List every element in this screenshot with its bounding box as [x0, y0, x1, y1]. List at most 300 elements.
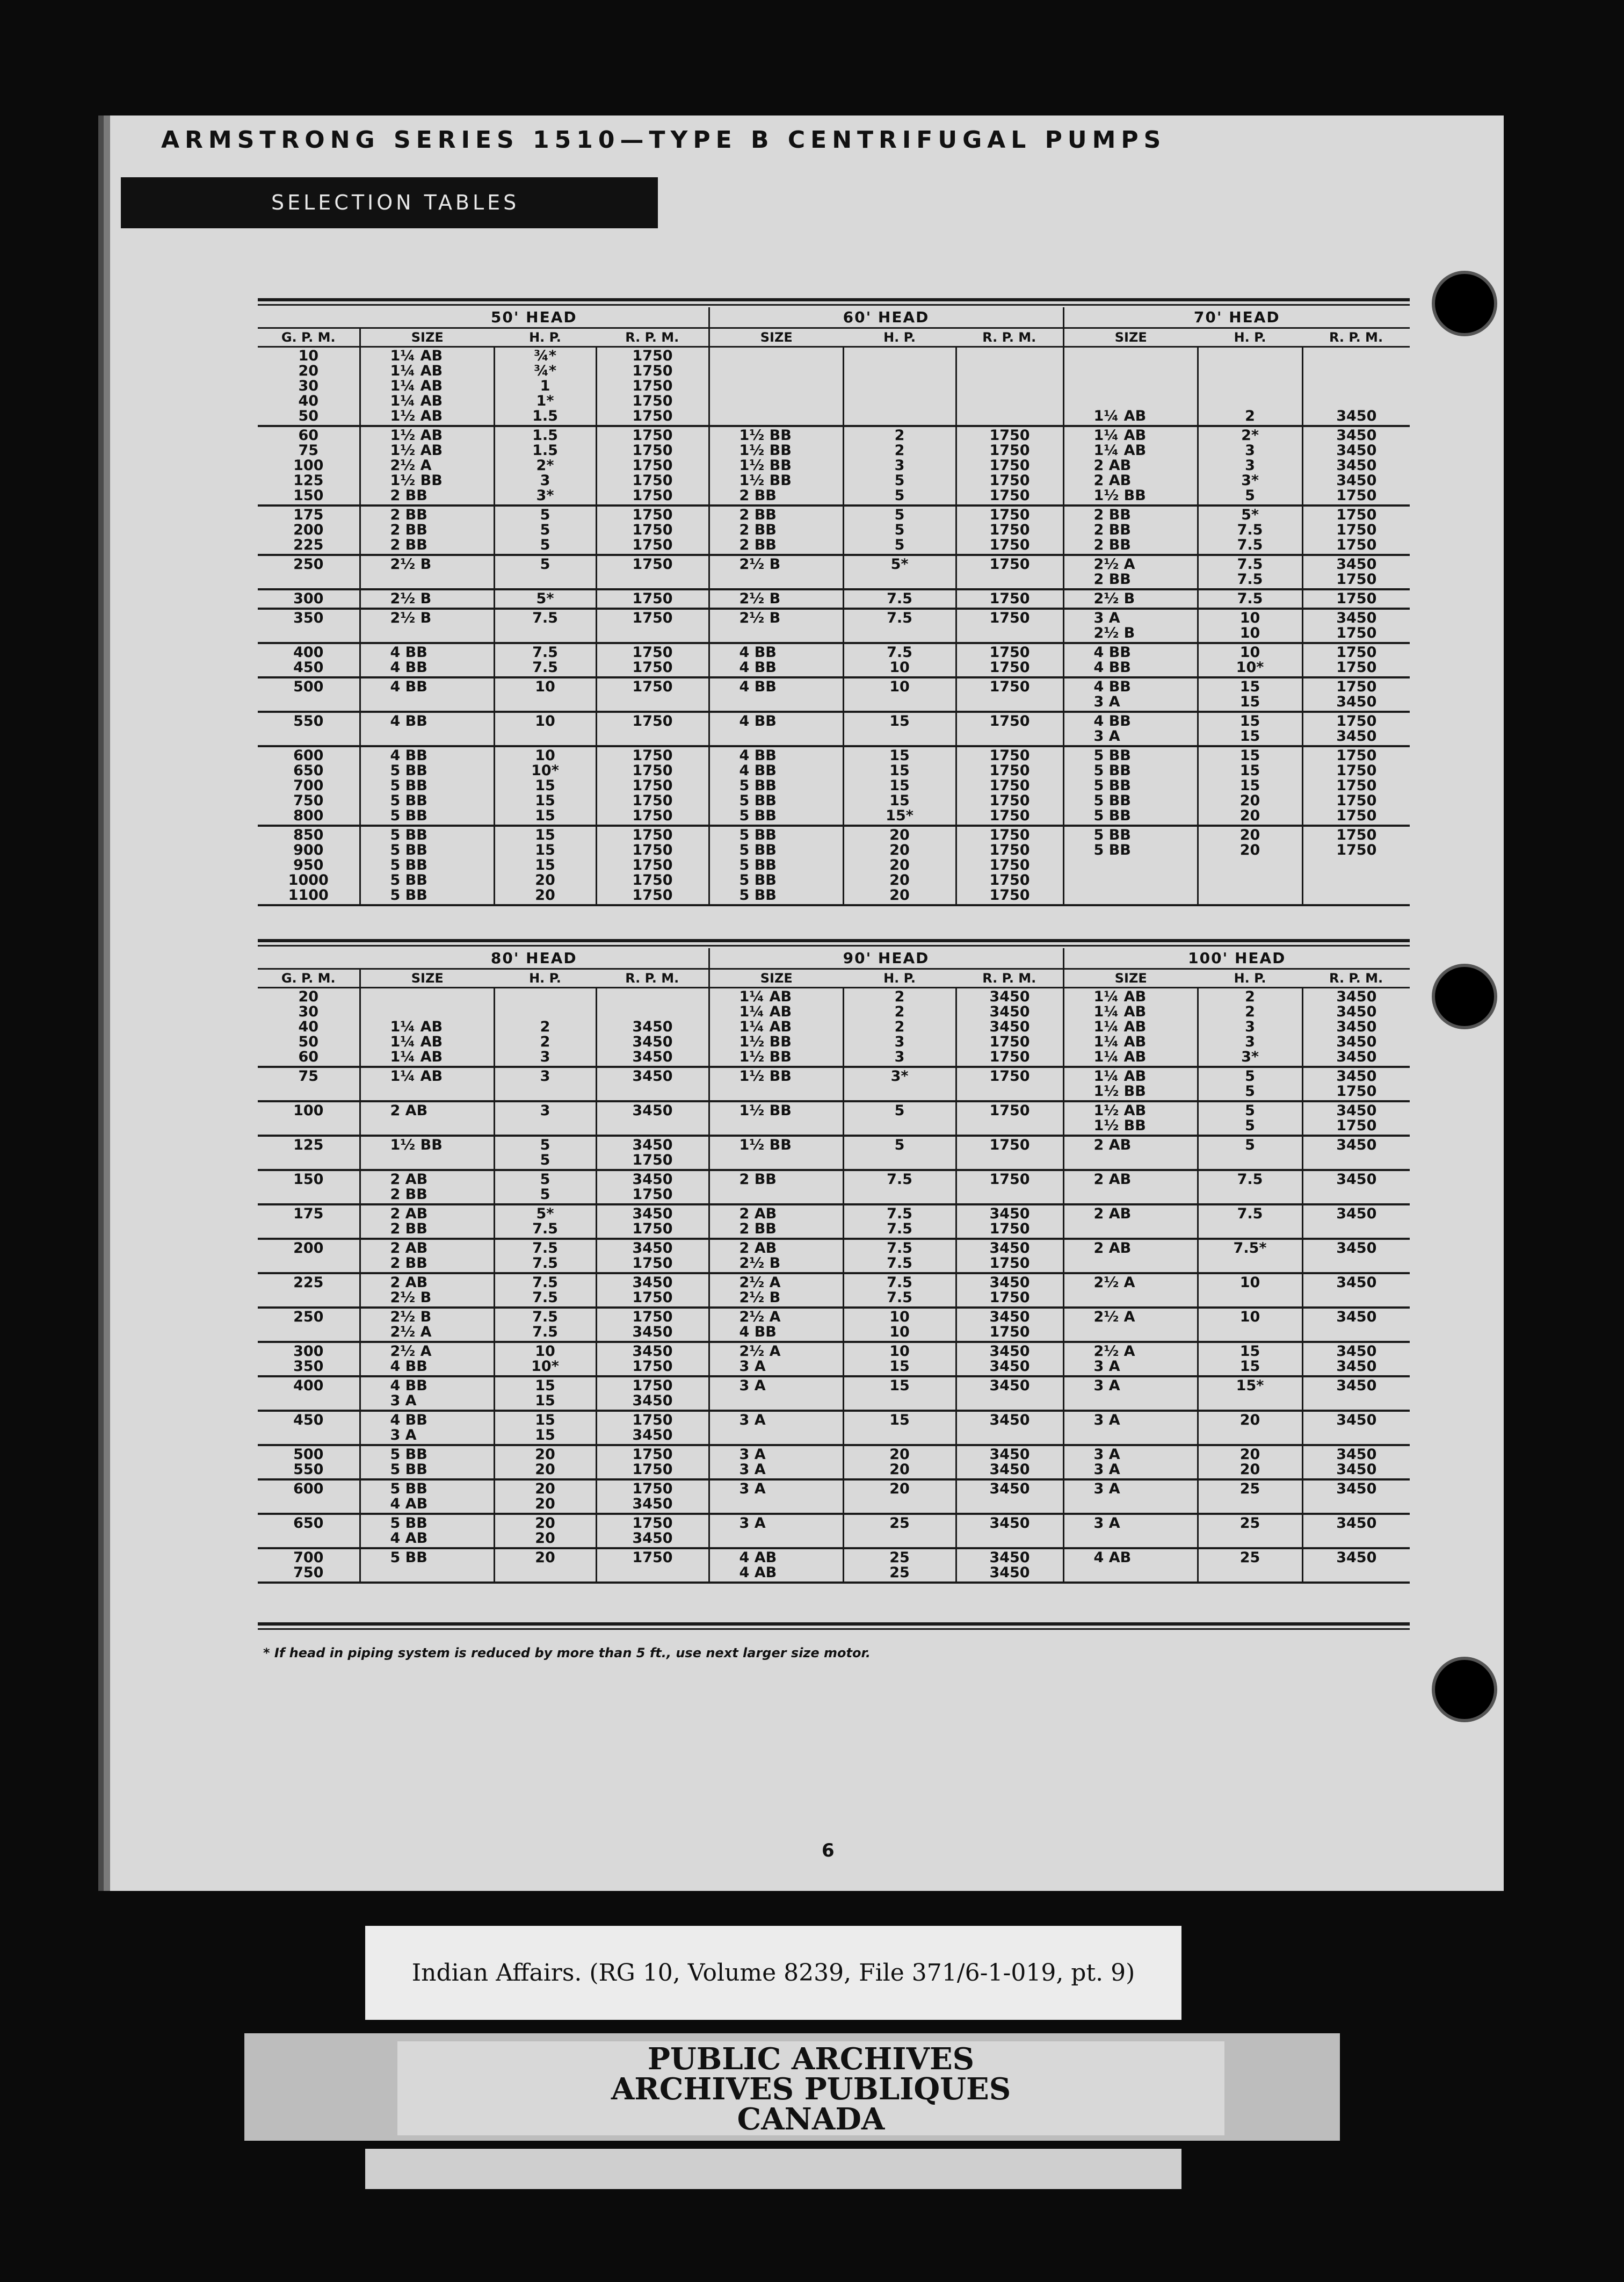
table-cell: 10 10* 15 15 15	[494, 746, 596, 826]
footnote: * If head in piping system is reduced by more than 5 ft., use next larger size motor.	[263, 1645, 871, 1660]
table-row	[258, 712, 1410, 746]
table-cell: 1750	[956, 1136, 1063, 1170]
table-cell: 7.5	[494, 609, 596, 643]
table-cell: 7.5 7.5	[843, 1239, 956, 1273]
table-cell: 7.5 7.5	[494, 1273, 596, 1308]
table-cell: 100	[258, 1101, 360, 1136]
archive-lower-strip	[365, 2149, 1181, 2189]
table-cell: 1½ BB	[709, 1101, 843, 1136]
table-cell: 5*	[843, 555, 956, 589]
table-cell: 300	[258, 589, 360, 609]
column-header: H. P.	[1198, 969, 1302, 988]
table-cell: 250	[258, 1308, 360, 1342]
selection-table-top	[258, 307, 1410, 906]
table-cell: 3*	[843, 1067, 956, 1101]
table-cell: 5 5 5	[494, 505, 596, 555]
table-cell: 5 BB 5 BB 5 BB 5 BB 5 BB	[709, 826, 843, 905]
table-cell: 4 BB	[709, 677, 843, 712]
table-cell: 2 AB	[1063, 1204, 1198, 1239]
table-cell: 1750 1750 1750	[1302, 505, 1410, 555]
table-cell: 1750	[956, 589, 1063, 609]
column-header: SIZE	[1063, 328, 1198, 347]
table-cell: 2 2 3	[494, 988, 596, 1067]
table-cell: 10 20 30 40 50	[258, 347, 360, 427]
table-cell: 5 BB 5 BB 5 BB 5 BB 5 BB	[360, 826, 494, 905]
table-cell: 25	[1198, 1514, 1302, 1548]
table-cell: 1¼ AB 1½ BB	[1063, 1067, 1198, 1101]
column-header-row	[258, 969, 1410, 988]
column-header: H. P.	[843, 969, 956, 988]
table-cell: 1750 1750 1750 1750 1750	[956, 826, 1063, 905]
table-cell: 10	[1198, 1308, 1302, 1342]
table-cell: 3450 1750	[956, 1204, 1063, 1239]
table-cell: 3450 3450	[956, 1548, 1063, 1583]
table-cell: 1750	[596, 712, 709, 746]
table-cell: 3450	[1302, 1514, 1410, 1548]
table-cell: 1750 1750 1750 1750 1750	[1302, 746, 1410, 826]
table-cell: 3450 3450 3450 3450 3450	[1302, 988, 1410, 1067]
table-cell: 1¼ AB 1¼ AB 1¼ AB 1¼ AB 1¼ AB	[1063, 988, 1198, 1067]
table-cell: 2½ A 2½ B	[709, 1273, 843, 1308]
table-cell: 5 BB 5 BB 5 BB 5 BB 5 BB	[1063, 746, 1198, 826]
table-cell: 3 A 3 A	[709, 1445, 843, 1479]
table-cell: 3450	[596, 1101, 709, 1136]
table-cell: 15	[843, 1411, 956, 1445]
table-cell: 3450	[1302, 1170, 1410, 1204]
table-cell: 7.5 7.5	[494, 643, 596, 677]
table-cell: 10	[494, 677, 596, 712]
table-row	[258, 589, 1410, 609]
table-row	[258, 1308, 1410, 1342]
table-cell	[709, 347, 843, 427]
stamp-line-1: PUBLIC ARCHIVES	[647, 2041, 975, 2077]
table-row	[258, 1170, 1410, 1204]
table-cell: 3450 1750	[596, 1170, 709, 1204]
table-cell: 20	[494, 1548, 596, 1583]
head-100: 100' HEAD	[1063, 948, 1410, 969]
table-cell: 1750 3450	[596, 1376, 709, 1411]
table-row	[258, 555, 1410, 589]
table-cell: 1750 1750 1750	[956, 505, 1063, 555]
table-cell: 2* 3 3 3* 5	[1198, 426, 1302, 505]
table-cell: 200	[258, 1239, 360, 1273]
table-row	[258, 988, 1410, 1067]
table-cell: 20 20	[494, 1514, 596, 1548]
table-cell: 850 900 950 1000 1100	[258, 826, 360, 905]
table-cell: 15 15 15 20 20	[1198, 746, 1302, 826]
table-cell: 3450	[1302, 347, 1410, 427]
table-cell: 700 750	[258, 1548, 360, 1583]
table-cell: 1¼ AB	[1063, 347, 1198, 427]
table-cell: 400 450	[258, 643, 360, 677]
table-cell: 2½ A	[1063, 1308, 1198, 1342]
archive-stamp	[397, 2041, 1224, 2137]
table-cell: 650	[258, 1514, 360, 1548]
table-cell: 500	[258, 677, 360, 712]
table-cell: 1750	[596, 609, 709, 643]
table-cell: 5 BB 4 AB	[360, 1514, 494, 1548]
table-cell: 25	[843, 1514, 956, 1548]
table-cell: 2½ B 2½ A	[360, 1308, 494, 1342]
table-cell: 1¼ AB 1¼ AB 2 AB 2 AB 1½ BB	[1063, 426, 1198, 505]
archive-reference-label: Indian Affairs. (RG 10, Volume 8239, File 371/6-1-019, pt. 9)	[365, 1926, 1181, 2020]
stamp-line-2: ARCHIVES PUBLIQUES	[611, 2071, 1011, 2107]
table-cell: 5* 7.5 7.5	[1198, 505, 1302, 555]
table-cell: 7.5 7.5	[843, 1204, 956, 1239]
table-cell: 15 15	[494, 1376, 596, 1411]
table-cell: 450	[258, 1411, 360, 1445]
table-cell: 20 20	[1198, 1445, 1302, 1479]
table-row	[258, 677, 1410, 712]
table-cell: 550	[258, 712, 360, 746]
table-cell: 3450	[1302, 1479, 1410, 1514]
table-cell: 3450 1750	[956, 1239, 1063, 1273]
table-cell: 3 A	[709, 1411, 843, 1445]
table-cell: 1750 1750	[1302, 826, 1410, 905]
table-cell: 2 AB	[1063, 1170, 1198, 1204]
table-cell: 2½ B	[1063, 589, 1198, 609]
head-90: 90' HEAD	[709, 948, 1063, 969]
table-cell: 5 BB	[360, 1548, 494, 1583]
table-cell: 4 BB 4 BB	[360, 643, 494, 677]
table-cell: 4 BB 4 BB 5 BB 5 BB 5 BB	[709, 746, 843, 826]
table-cell: 1750 3450	[1302, 677, 1410, 712]
table-cell: 3450 1750	[956, 1273, 1063, 1308]
table-cell: 2 AB 2 BB	[709, 1204, 843, 1239]
table-cell: 1.5 1.5 2* 3 3*	[494, 426, 596, 505]
table-cell: 2 BB 2 BB 2 BB	[1063, 505, 1198, 555]
table-cell: 10 10*	[1198, 643, 1302, 677]
column-header-row	[258, 328, 1410, 347]
table-cell: 225	[258, 1273, 360, 1308]
table-cell: 3 A	[709, 1514, 843, 1548]
table-cell: 2½ B	[709, 555, 843, 589]
table-cell: 1750	[956, 555, 1063, 589]
table-cell: 1½ BB 1½ BB 1½ BB 1½ BB 2 BB	[709, 426, 843, 505]
head-80: 80' HEAD	[360, 948, 709, 969]
table-cell: 1½ BB	[360, 1136, 494, 1170]
table-cell: 1750	[956, 677, 1063, 712]
table-cell: 10 15	[843, 1342, 956, 1376]
table-cell: 15 15	[1198, 677, 1302, 712]
column-header: H. P.	[494, 969, 596, 988]
rule-bottom-thin	[258, 1628, 1410, 1630]
table-cell: 4 BB	[360, 677, 494, 712]
table-row	[258, 1204, 1410, 1239]
table-cell: 1750 1750 1750 1750 1750	[596, 347, 709, 427]
table-cell: ¾* ¾* 1 1* 1.5	[494, 347, 596, 427]
table-cell: 4 AB 4 AB	[709, 1548, 843, 1583]
table-cell: 1½ BB	[709, 1136, 843, 1170]
table-cell: 3450 1750	[596, 1204, 709, 1239]
table-cell: 2½ A 3 A	[709, 1342, 843, 1376]
table-cell: 4 BB	[709, 712, 843, 746]
table-cell: 1¼ AB 1¼ AB 1¼ AB 1½ BB 1½ BB	[709, 988, 843, 1067]
column-header: R. P. M.	[596, 969, 709, 988]
table-cell: 20 20	[1198, 826, 1302, 905]
table-cell: 3450 3450	[1302, 1342, 1410, 1376]
column-header: H. P.	[843, 328, 956, 347]
table-cell: 2½ B	[360, 609, 494, 643]
table-cell: 5 BB 5 BB	[360, 1445, 494, 1479]
table-cell: 2 2 3 5 5	[843, 426, 956, 505]
table-cell: 20	[1198, 1411, 1302, 1445]
table-cell: 1750	[596, 555, 709, 589]
table-cell: 1750 1750 1750	[596, 505, 709, 555]
binder-hole-top	[1435, 274, 1494, 333]
table-cell: 3450 3450	[956, 1342, 1063, 1376]
table-cell: 3450	[956, 1411, 1063, 1445]
table-cell: 1750 1750	[1302, 643, 1410, 677]
table-cell: 600 650 700 750 800	[258, 746, 360, 826]
table-cell: 3450 3450	[1302, 1445, 1410, 1479]
stamp-line-3: CANADA	[737, 2102, 885, 2137]
table-cell: 60 75 100 125 150	[258, 426, 360, 505]
table-row	[258, 746, 1410, 826]
table-cell: 3450 3450	[956, 1445, 1063, 1479]
table-cell: 3450 1750	[596, 1136, 709, 1170]
table-cell: 2½ A 2 BB	[1063, 555, 1198, 589]
table-cell: 3450 1750	[596, 1273, 709, 1308]
table-cell: 1750	[596, 1548, 709, 1583]
table-cell: 5 5	[1198, 1101, 1302, 1136]
table-cell: 2 BB 2 BB 2 BB	[360, 505, 494, 555]
table-row	[258, 1514, 1410, 1548]
table-cell: 7.5	[843, 1170, 956, 1204]
table-cell: 1750 3450	[596, 1411, 709, 1445]
table-cell: 5 5	[1198, 1067, 1302, 1101]
table-cell: 20 20	[843, 1445, 956, 1479]
table-cell: 5 5 5	[843, 505, 956, 555]
table-row	[258, 1479, 1410, 1514]
table-row	[258, 826, 1410, 905]
table-row	[258, 1101, 1410, 1136]
table-row	[258, 1067, 1410, 1101]
table-cell: 3450 3450 3450	[596, 988, 709, 1067]
table-cell: 15 15	[1198, 1342, 1302, 1376]
table-row	[258, 1445, 1410, 1479]
table-cell: 7.5 7.5	[494, 1239, 596, 1273]
table-row	[258, 1411, 1410, 1445]
table-cell: 2 BB	[709, 1170, 843, 1204]
table-cell: 1½ AB 1½ AB 2½ A 1½ BB 2 BB	[360, 426, 494, 505]
table-cell: 2 AB	[1063, 1136, 1198, 1170]
column-header: SIZE	[1063, 969, 1198, 988]
table-cell	[843, 347, 956, 427]
table-cell: 5	[1198, 1136, 1302, 1170]
table-cell: 4 BB 4 BB	[1063, 643, 1198, 677]
table-cell: 2 AB	[1063, 1239, 1198, 1273]
section-label: SELECTION TABLES	[121, 177, 658, 228]
table-cell: 1½ AB 1½ BB	[1063, 1101, 1198, 1136]
table-cell: 4 BB 4 BB	[709, 643, 843, 677]
table-cell: 7.5*	[1198, 1239, 1302, 1273]
table-cell: 2 BB 2 BB 2 BB	[709, 505, 843, 555]
column-header: H. P.	[1198, 328, 1302, 347]
table-cell: 15 15	[1198, 712, 1302, 746]
table-cell: 7.5 7.5	[1198, 555, 1302, 589]
rule-middle-thin	[258, 945, 1410, 947]
table-cell	[956, 347, 1063, 427]
table-cell: 7.5 10	[843, 643, 956, 677]
table-cell: 3450	[956, 1376, 1063, 1411]
table-cell: 3450	[956, 1514, 1063, 1548]
table-cell: 1750 3450	[596, 1479, 709, 1514]
table-cell: 3	[494, 1101, 596, 1136]
table-cell: 2 2 3 3 3*	[1198, 988, 1302, 1067]
table-cell: 500 550	[258, 1445, 360, 1479]
rule-top-thin	[258, 304, 1410, 306]
column-header: R. P. M.	[956, 328, 1063, 347]
table-cell: 1750 1750 1750 1750 1750	[596, 746, 709, 826]
table-row	[258, 1376, 1410, 1411]
table-cell: 400	[258, 1376, 360, 1411]
table-cell: 5 BB 5 BB	[1063, 826, 1198, 905]
column-header: SIZE	[709, 969, 843, 988]
table-cell: 75	[258, 1067, 360, 1101]
table-cell: 250	[258, 555, 360, 589]
table-cell: 3450 1750	[1302, 555, 1410, 589]
table-cell: 3450 1750	[596, 1239, 709, 1273]
table-cell: 10 10	[843, 1308, 956, 1342]
head-60: 60' HEAD	[709, 307, 1063, 328]
table-cell: 10 10*	[494, 1342, 596, 1376]
table-cell: 125	[258, 1136, 360, 1170]
table-cell: 2 AB 2 BB	[360, 1170, 494, 1204]
head-50: 50' HEAD	[360, 307, 709, 328]
table-cell: 5	[843, 1101, 956, 1136]
series-title: ARMSTRONG SERIES 1510—TYPE B CENTRIFUGAL PUMPS	[161, 126, 1166, 154]
column-header: R. P. M.	[1302, 969, 1410, 988]
table-cell: 3450	[1302, 1273, 1410, 1308]
table-cell: 3450	[1302, 1411, 1410, 1445]
table-cell: 1¼ AB 1¼ AB 1¼ AB	[360, 988, 494, 1067]
table-cell: 20 20 20 20 20	[843, 826, 956, 905]
table-cell: 3 A	[1063, 1376, 1198, 1411]
table-cell: 3 A 2½ B	[1063, 609, 1198, 643]
table-cell: 7.5 7.5	[843, 1273, 956, 1308]
table-cell: 1750 1750 1750 1750 1750	[956, 426, 1063, 505]
table-cell: 2½ B	[360, 555, 494, 589]
table-cell: 5 5	[494, 1170, 596, 1204]
page-number: 6	[822, 1840, 835, 1861]
table-cell: 1750	[956, 1170, 1063, 1204]
table-cell: 25	[1198, 1479, 1302, 1514]
table-cell: 5* 7.5	[494, 1204, 596, 1239]
table-cell: 7.5	[843, 609, 956, 643]
table-cell: 3450 1750	[596, 1342, 709, 1376]
table-cell: 1750	[596, 677, 709, 712]
table-cell: 5 5	[494, 1136, 596, 1170]
table-cell: 1750	[956, 1067, 1063, 1101]
table-cell: 1¼ AB 1¼ AB 1¼ AB 1¼ AB 1½ AB	[360, 347, 494, 427]
table-cell: 5	[494, 555, 596, 589]
column-header: H. P.	[494, 328, 596, 347]
table-row	[258, 347, 1410, 427]
table-cell: 350	[258, 609, 360, 643]
table-cell: 3450 1750	[1302, 1067, 1410, 1101]
table-cell: 2½ A	[1063, 1273, 1198, 1308]
table-row	[258, 426, 1410, 505]
column-header: SIZE	[360, 328, 494, 347]
table-cell: 1750	[956, 712, 1063, 746]
table-cell: 4 BB 3 A	[1063, 677, 1198, 712]
selection-table-bottom	[258, 948, 1410, 1584]
column-header: SIZE	[709, 328, 843, 347]
table-cell: 15 15	[494, 1411, 596, 1445]
table-cell: 2½ B	[360, 589, 494, 609]
table-cell: 1750 1750 1750 1750 1750	[596, 426, 709, 505]
table-cell: 600	[258, 1479, 360, 1514]
table-cell: 3450 3450 3450 3450 1750	[1302, 426, 1410, 505]
table-row	[258, 1239, 1410, 1273]
rule-top	[258, 298, 1410, 301]
table-cell: 1750 1750 1750 1750 1750	[956, 746, 1063, 826]
table-cell: 10	[1198, 1273, 1302, 1308]
table-cell: 7.5	[1198, 1170, 1302, 1204]
table-cell: 15	[843, 1376, 956, 1411]
table-cell: 2½ A 3 A	[1063, 1342, 1198, 1376]
table-cell: 3450	[596, 1067, 709, 1101]
table-cell: 3 A	[1063, 1411, 1198, 1445]
table-cell: 4 AB	[1063, 1548, 1198, 1583]
column-header: R. P. M.	[1302, 328, 1410, 347]
table-cell: 1750 3450	[1302, 712, 1410, 746]
rule-bottom	[258, 1622, 1410, 1626]
table-cell: 1750 1750	[596, 1445, 709, 1479]
table-cell: 1750 1750 1750 1750 1750	[596, 826, 709, 905]
table-cell: 3450	[1302, 1136, 1410, 1170]
table-cell: 3	[494, 1067, 596, 1101]
table-cell: 1750	[956, 609, 1063, 643]
table-cell: 1750	[956, 1101, 1063, 1136]
table-cell: 3 A	[709, 1376, 843, 1411]
table-row	[258, 643, 1410, 677]
table-cell: 3 A	[709, 1479, 843, 1514]
table-cell: 20 20	[494, 1479, 596, 1514]
table-cell: 4 BB	[360, 712, 494, 746]
table-cell: 3 A	[1063, 1479, 1198, 1514]
table-cell: 4 BB 3 A	[360, 1376, 494, 1411]
table-cell: 10 10	[1198, 609, 1302, 643]
table-cell: 1750 1750	[956, 643, 1063, 677]
table-cell: 3450	[1302, 1548, 1410, 1583]
table-cell: 15 15 15 15 15*	[843, 746, 956, 826]
table-cell: 3450 1750	[1302, 1101, 1410, 1136]
column-header: R. P. M.	[956, 969, 1063, 988]
table-cell: 2½ B	[709, 609, 843, 643]
table-cell: 10	[494, 712, 596, 746]
table-cell: 1¼ AB	[360, 1067, 494, 1101]
table-cell: 15	[843, 712, 956, 746]
binder-hole-middle	[1435, 967, 1494, 1026]
table-cell: 2 AB 2½ B	[709, 1239, 843, 1273]
table-cell: 2 AB	[360, 1101, 494, 1136]
table-cell: 150	[258, 1170, 360, 1204]
column-header: G. P. M.	[258, 328, 360, 347]
table-row	[258, 1548, 1410, 1583]
table-cell: 25 25	[843, 1548, 956, 1583]
table-cell: 2	[1198, 347, 1302, 427]
table-row	[258, 1342, 1410, 1376]
table-cell: 2 AB 2½ B	[360, 1273, 494, 1308]
table-cell: 4 BB 3 A	[360, 1411, 494, 1445]
table-cell: 2½ A 4 BB	[360, 1342, 494, 1376]
table-cell: 1750 1750	[596, 643, 709, 677]
table-cell: 20	[843, 1479, 956, 1514]
table-cell: 3450	[956, 1479, 1063, 1514]
column-header: R. P. M.	[596, 328, 709, 347]
